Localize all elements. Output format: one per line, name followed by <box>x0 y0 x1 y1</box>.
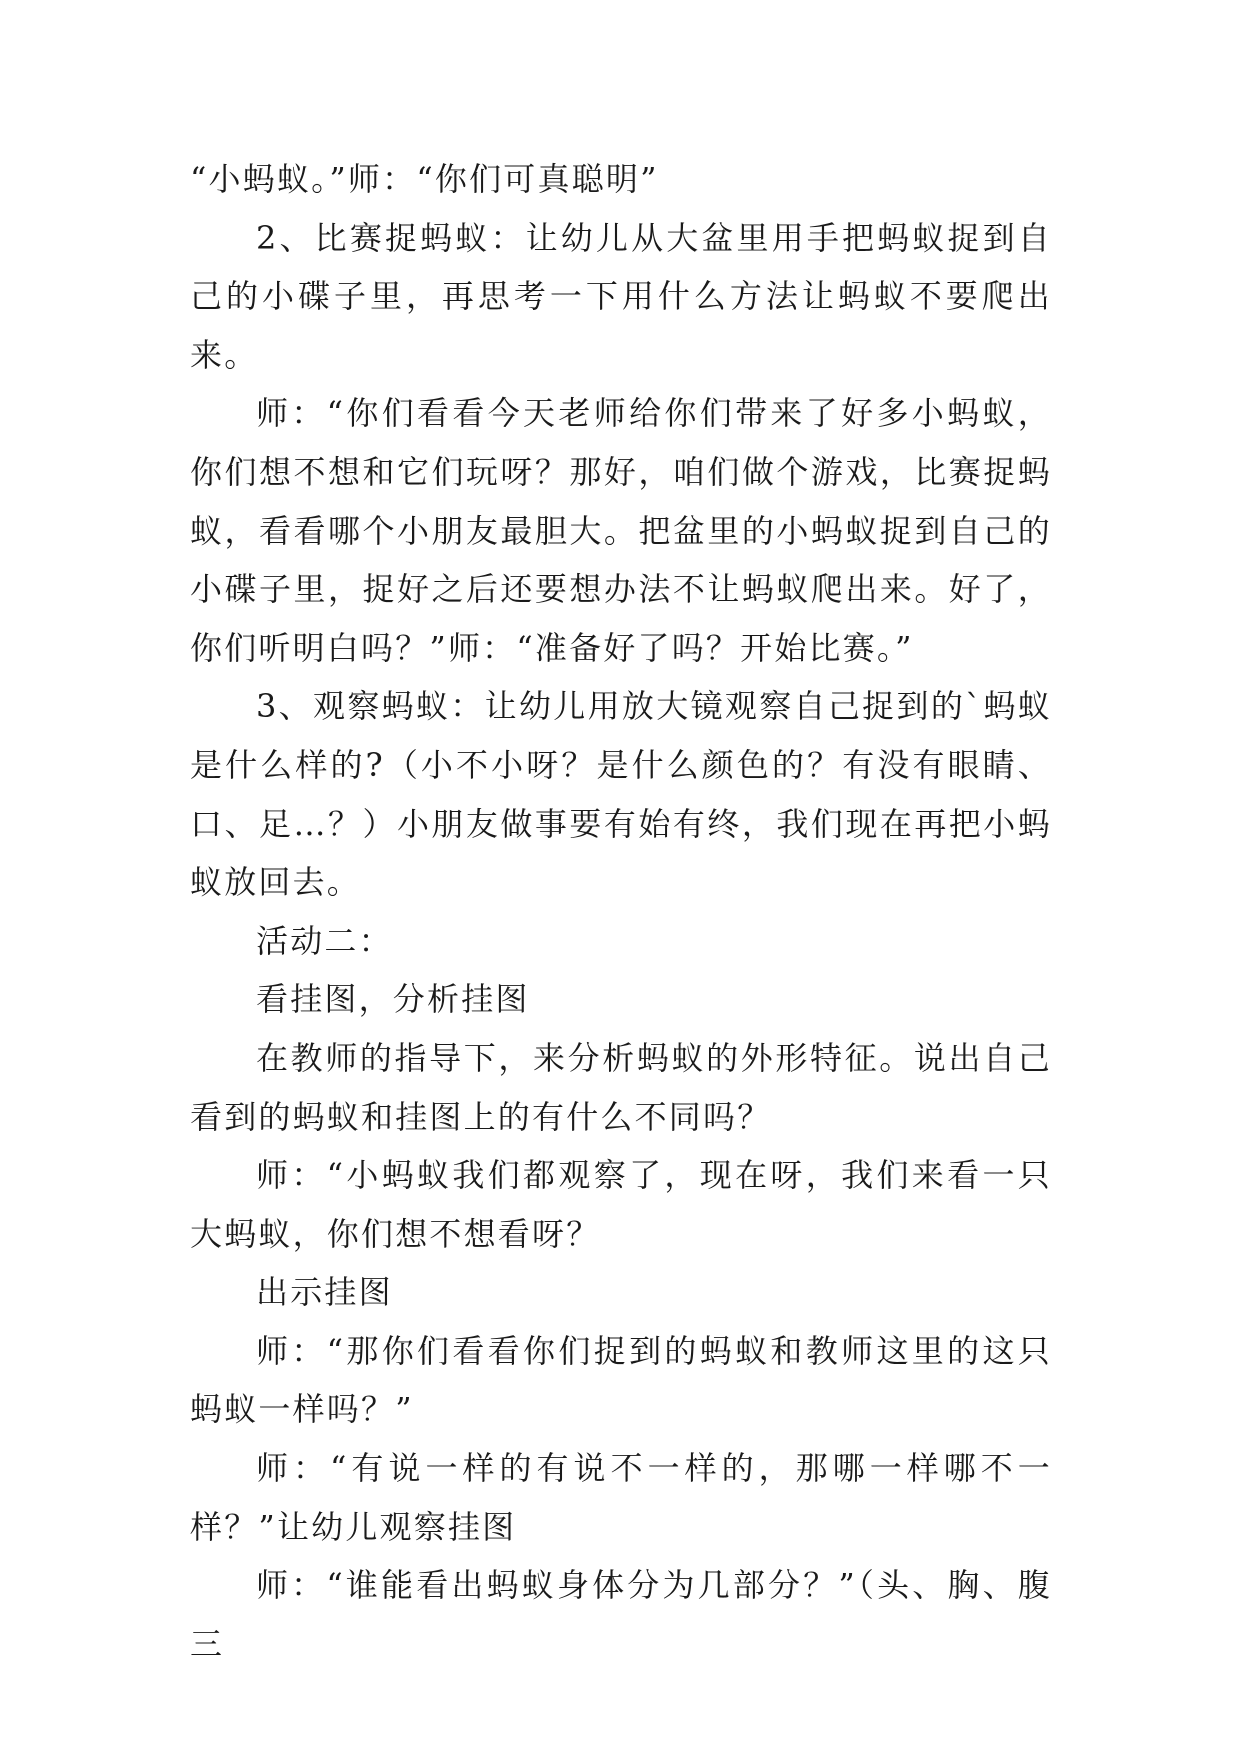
paragraph-8: 师：“小蚂蚁我们都观察了，现在呀，我们来看一只大蚂蚁，你们想不想看呀？ <box>190 1156 1052 1253</box>
paragraph-2: 2、比赛捉蚂蚁：让幼儿从大盆里用手把蚂蚁捉到自己的小碟子里，再思考一下用什么方法让蚂蚁不要爬出来。 <box>190 218 1052 374</box>
body-text <box>190 150 1052 1673</box>
paragraph-11: 师：“有说一样的有说不一样的，那哪一样哪不一样？”让幼儿观察挂图 <box>190 1449 1052 1546</box>
paragraph-12: 师：“谁能看出蚂蚁身体分为几部分？”（头、胸、腹三 <box>190 1566 1052 1663</box>
paragraph-7: 在教师的指导下，来分析蚂蚁的外形特征。说出自己看到的蚂蚁和挂图上的有什么不同吗？ <box>190 1038 1052 1136</box>
paragraph-10: 师：“那你们看看你们捉到的蚂蚁和教师这里的这只蚂蚁一样吗？” <box>190 1331 1052 1429</box>
paragraph-3: 师：“你们看看今天老师给你们带来了好多小蚂蚁，你们想不想和它们玩呀？那好，咱们做个游戏，比赛捉蚂蚁，看看哪个小朋友最胆大。把盆里的小蚂蚁捉到自己的小碟子里，捉好之后还要想办法不让蚂蚁爬出来。好了，你们听明白吗？”师：“准备好了吗？开始比赛。” <box>190 394 1052 667</box>
paragraph-6: 看挂图，分析挂图 <box>256 980 530 1019</box>
paragraph-5: 活动二： <box>256 921 393 960</box>
paragraph-9: 出示挂图 <box>256 1273 393 1312</box>
paragraph-1: “小蚂蚁。”师：“你们可真聪明” <box>190 160 659 198</box>
paragraph-4: 3、观察蚂蚁：让幼儿用放大镜观察自己捉到的`蚂蚁是什么样的?（小不小呀？是什么颜色的？有没有眼睛、口、足…？）小朋友做事要有始有终，我们现在再把小蚂蚁放回去。 <box>190 687 1052 902</box>
